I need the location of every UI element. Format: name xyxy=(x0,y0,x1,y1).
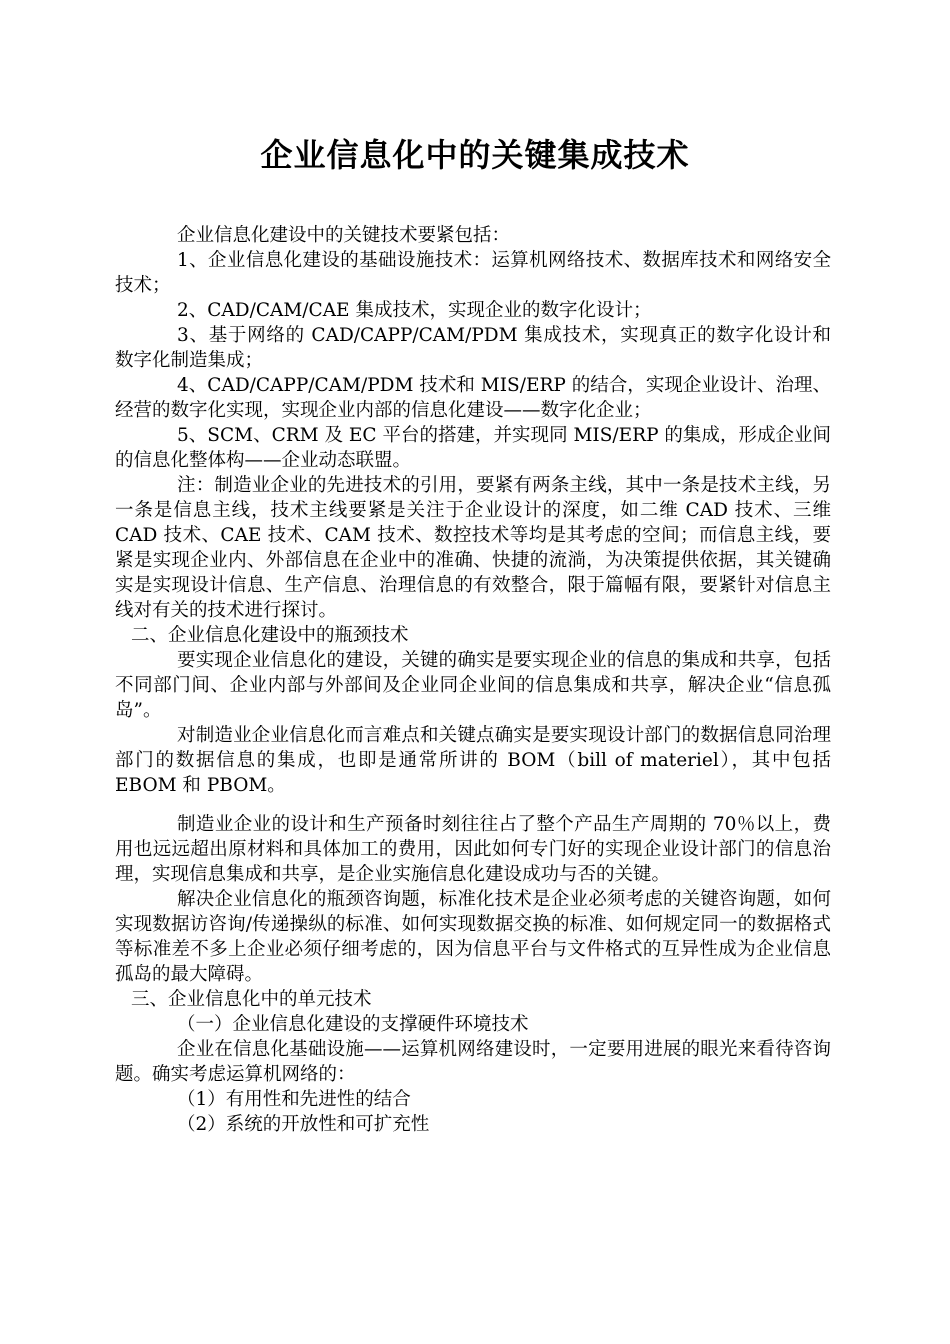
paragraph-item-4: 4、CAD/CAPP/CAM/PDM 技术和 MIS/ERP 的结合，实现企业设计、治理、经营的数字化实现，实现企业内部的信息化建设——数字化企业； xyxy=(115,375,831,421)
section-heading-3: 三、企业信息化中的单元技术 xyxy=(131,989,372,1010)
list-item-2: （2）系统的开放性和可扩充性 xyxy=(177,1114,430,1135)
paragraph-note: 注：制造业企业的先进技术的引用，要紧有两条主线，其中一条是技术主线，另一条是信息主线，技术主线要紧是关注于企业设计的深度，如二维 CAD 技术、三维 CAD 技术、CAE 技术、CAM 技术、数控技术等均是其考虑的空间；而信息主线，要紧是实现企业内、外部信息在企业中的准确、快捷的流淌，为决策提供依据，其关键确实是实现设计信息、生产信息、治理信息的有效整合，限于篇幅有限，要紧针对信息主线对有关的技术进行探讨。 xyxy=(115,475,831,621)
paragraph-infrastructure: 企业在信息化基础设施——运算机网络建设时，一定要用进展的眼光来看待咨询题。确实考虑运算机网络的： xyxy=(115,1039,831,1085)
document-body xyxy=(115,223,831,1137)
subsection-heading-1: （一）企业信息化建设的支撑硬件环境技术 xyxy=(177,1014,529,1035)
paragraph-bottleneck-2: 对制造业企业信息化而言难点和关键点确实是要实现设计部门的数据信息同治理部门的数据信息的集成，也即是通常所讲的 BOM（bill of materiel），其中包括 EBOM 和 PBOM。 xyxy=(115,725,831,796)
paragraph-item-5: 5、SCM、CRM 及 EC 平台的搭建，并实现同 MIS/ERP 的集成，形成企业间的信息化整体构——企业动态联盟。 xyxy=(115,425,831,471)
paragraph-item-3: 3、基于网络的 CAD/CAPP/CAM/PDM 集成技术，实现真正的数字化设计和数字化制造集成； xyxy=(115,325,831,371)
paragraph-bottleneck-1: 要实现企业信息化的建设，关键的确实是要实现企业的信息的集成和共享，包括不同部门间、企业内部与外部间及企业同企业间的信息集成和共享，解决企业“信息孤岛”。 xyxy=(115,650,831,721)
document-title: 企业信息化中的关键集成技术 xyxy=(260,136,690,174)
paragraph-bottleneck-3: 制造业企业的设计和生产预备时刻往往占了整个产品生产周期的 70％以上，费用也远远超出原材料和具体加工的费用，因此如何专门好的实现企业设计部门的信息治理，实现信息集成和共享，是企业实施信息化建设成功与否的关键。 xyxy=(115,814,831,885)
paragraph-intro: 企业信息化建设中的关键技术要紧包括： xyxy=(177,225,511,246)
paragraph-item-1: 1、企业信息化建设的基础设施技术：运算机网络技术、数据库技术和网络安全技术； xyxy=(115,250,831,296)
section-heading-2: 二、企业信息化建设中的瓶颈技术 xyxy=(131,625,409,646)
paragraph-bottleneck-4: 解决企业信息化的瓶颈咨询题，标准化技术是企业必须考虑的关键咨询题，如何实现数据访咨询/传递操纵的标准、如何实现数据交换的标准、如何规定同一的数据格式等标准差不多上企业必须仔细考虑的，因为信息平台与文件格式的互异性成为企业信息孤岛的最大障碍。 xyxy=(115,889,831,985)
list-item-1: （1）有用性和先进性的结合 xyxy=(177,1089,411,1110)
paragraph-item-2: 2、CAD/CAM/CAE 集成技术，实现企业的数字化设计； xyxy=(177,300,652,321)
